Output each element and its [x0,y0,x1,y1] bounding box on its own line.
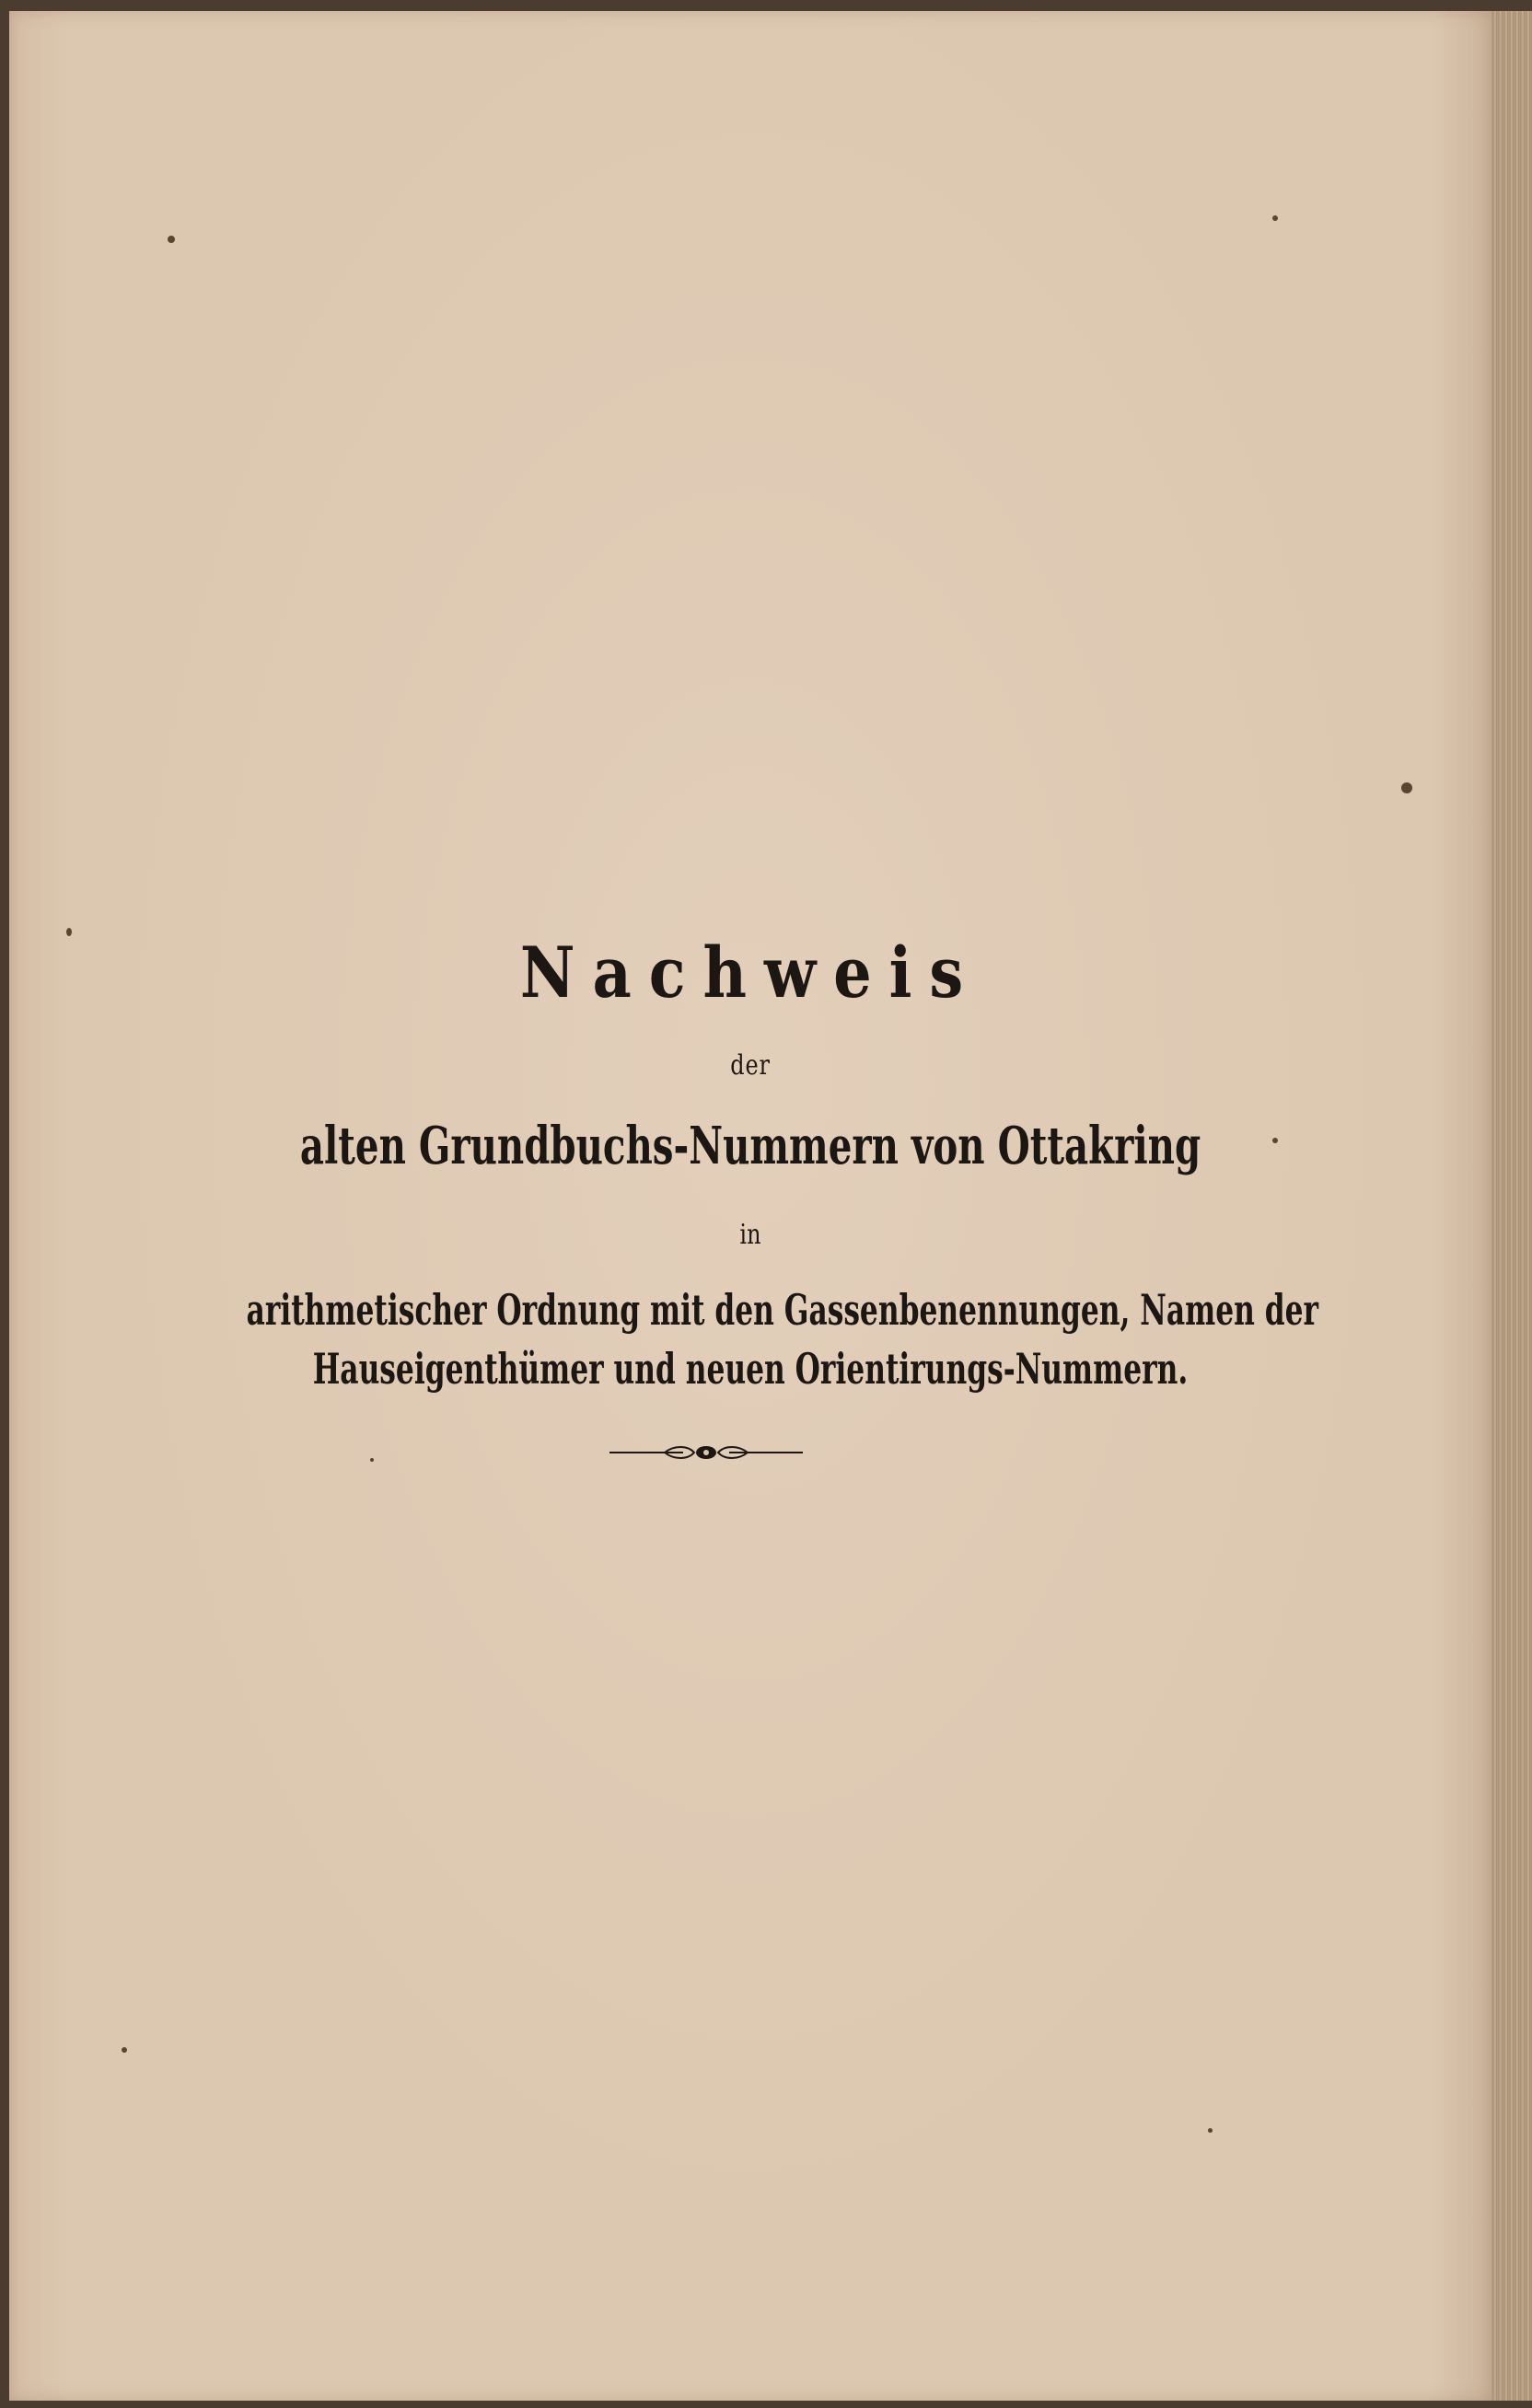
document-subtitle: alten Grundbuchs-Nummern von Ottakring [299,1116,1201,1176]
document-title: Nachweis [519,932,981,1013]
paper-speck [1208,2128,1213,2133]
connector-in: in [739,1219,761,1251]
decorative-rule-icon [609,1440,803,1465]
paper-speck [1401,782,1412,793]
paper-speck [370,1458,374,1462]
paper-speck [66,928,72,936]
paper-speck [122,2047,127,2053]
connector-der: der [730,1049,771,1082]
page-edges [1491,11,1532,2401]
paper-sheet [9,11,1491,2401]
description-line-2: Hauseigenthümer und neuen Orientirungs-Nummern. [312,1344,1189,1394]
paper-speck [1272,215,1278,221]
paper-speck [168,236,175,243]
paper-speck [1272,1138,1278,1143]
description-line-1: arithmetischer Ordnung mit den Gassenbenennungen, Namen der [246,1285,1319,1335]
